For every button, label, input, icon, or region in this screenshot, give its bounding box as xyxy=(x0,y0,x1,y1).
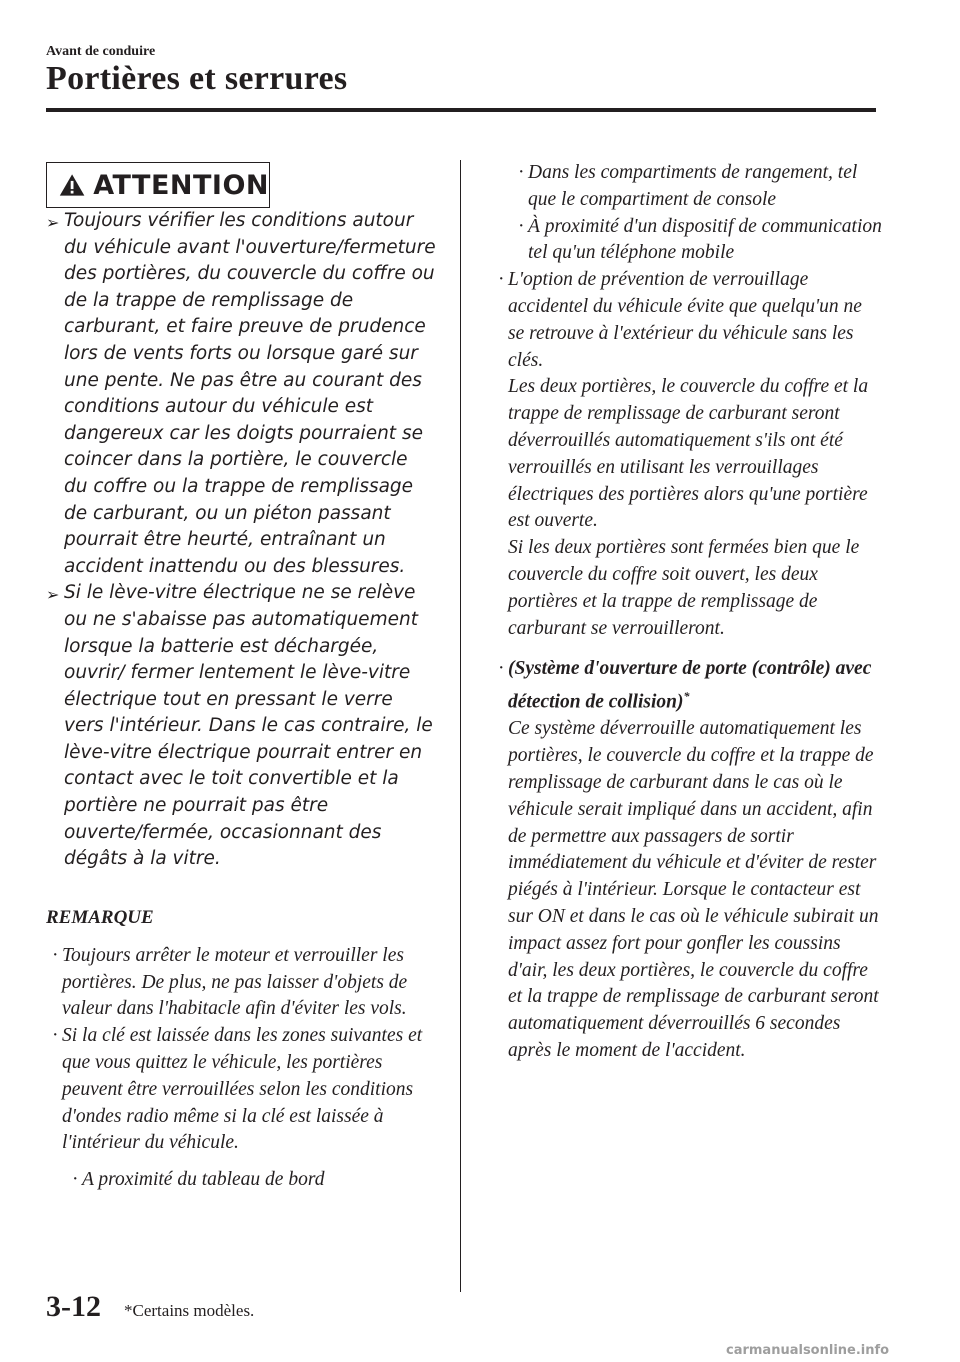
note-list xyxy=(46,943,436,1194)
note-bullet-paragraph: Les deux portières, le couvercle du coffre et la trappe de remplissage de carburant seront déverrouillés automatiquement s'ils ont été verrouillés en utilisant les verrouillages électriques des portières alors qu'une portière est ouverte. xyxy=(508,376,869,532)
bullet-dot-icon: · xyxy=(72,1169,79,1191)
note-bullet-text: Toujours arrêter le moteur et verrouiller les portières. De plus, ne pas laisser d'objets de valeur dans l'habitacle afin d'éviter les vols. xyxy=(62,944,408,1020)
bullet-dot-icon: · xyxy=(518,215,525,237)
note-bullet-text: Si la clé est laissée dans les zones suivantes et que vous quittez le véhicule, les portières peuvent être verrouillées selon les conditions d'ondes radio même si la clé est laissée à l'intérieur du véhicule. xyxy=(62,1025,423,1154)
note-sub-bullet-text: À proximité d'un dispositif de communication tel qu'un téléphone mobile xyxy=(528,215,882,264)
note-sub-bullet xyxy=(46,1167,436,1194)
collision-system-title: (Système d'ouverture de porte (contrôle) avec détection de collision) xyxy=(508,658,872,713)
note-bullet xyxy=(492,267,882,642)
bullet-dot-icon: · xyxy=(52,1025,59,1047)
attention-item xyxy=(46,580,436,873)
note-title: REMARQUE xyxy=(46,906,154,928)
bullet-dot-icon: · xyxy=(498,269,505,291)
note-sub-bullet xyxy=(492,160,882,214)
note-bullet-paragraph: Ce système déverrouille automatiquement les portières, le couvercle du coffre et la trappe de remplissage de carburant dans le cas où le véhicule serait impliqué dans un accident, afin de permettre aux passagers de sortir immédiatement du véhicule et d'éviter de rester piégés à l'intérieur. Lorsque le contacteur est sur ON et dans le cas où le véhicule subirait un impact assez fort pour gonfler les coussins d'air, les deux portières, le couvercle du coffre et la trappe de remplissage de carburant seront automatiquement déverrouillés 6 secondes après le moment de l'accident. xyxy=(508,718,879,1061)
attention-text: Si le lève-vitre électrique ne se relève ou ne s'abaisse pas automatiquement lorsque la batterie est déchargée, ouvrir/ fermer lentement le lève-vitre électrique tout en pressant le verre vers l'intérieur. Dans le cas contraire, le lève-vitre électrique pourrait entrer en contact avec le toit convertible et la portière ne pourrait pas être ouverte/fermée, occasionnant des dégâts à la vitre. xyxy=(64,582,433,870)
header-divider xyxy=(46,108,876,112)
warning-triangle-icon xyxy=(59,171,85,199)
bullet-dot-icon: · xyxy=(498,658,505,680)
note-bullet-heading xyxy=(508,656,882,716)
attention-label: ATTENTION xyxy=(93,169,269,201)
footnote: *Certains modèles. xyxy=(124,1301,255,1320)
watermark: carmanualsonline.info xyxy=(726,1343,890,1358)
note-sub-bullet xyxy=(492,214,882,268)
note-bullet xyxy=(46,943,436,1023)
right-column xyxy=(492,160,882,1065)
note-sub-bullet-text: A proximité du tableau de bord xyxy=(82,1169,325,1191)
note-sub-bullet-text: Dans les compartiments de rangement, tel que le compartiment de console xyxy=(528,162,858,210)
attention-text: Toujours vérifier les conditions autour du véhicule avant l'ouverture/fermeture des portières, du couvercle du coffre ou de la trappe de remplissage de carburant, et faire preuve de prudence lors de vents forts ou lorsque garé sur une pente. Ne pas être au courant des conditions autour du véhicule est dangereux car les doigts pourraient se coincer dans la portière, le couvercle du coffre ou la trappe de remplissage de carburant, ou un piéton passant pourrait être heurté, entraînant un accident inattendu ou des blessures. xyxy=(64,210,436,577)
bullet-dot-icon: · xyxy=(518,162,525,183)
optional-equipment-mark: * xyxy=(683,689,690,704)
arrow-bullet-icon: ➢ xyxy=(46,213,60,232)
attention-box xyxy=(46,162,270,208)
left-column xyxy=(46,162,436,1194)
note-bullet xyxy=(46,1023,436,1157)
arrow-bullet-icon: ➢ xyxy=(46,585,60,605)
page-title: Portières et serrures xyxy=(46,60,348,97)
note-bullet-paragraph: Si les deux portières sont fermées bien que le couvercle du coffre soit ouvert, les deux portières et la trappe de remplissage de carburant se verrouilleront. xyxy=(508,537,860,639)
note-bullet xyxy=(492,656,882,1064)
page-number: 3-12 xyxy=(46,1290,101,1323)
column-divider xyxy=(460,160,461,1292)
bullet-dot-icon: · xyxy=(52,944,59,966)
section-label: Avant de conduire xyxy=(46,44,156,59)
note-bullet-text: L'option de prévention de verrouillage accidentel du véhicule évite que quelqu'un ne se retrouve à l'extérieur du véhicule sans les clés. xyxy=(508,269,862,371)
attention-item xyxy=(46,208,436,580)
